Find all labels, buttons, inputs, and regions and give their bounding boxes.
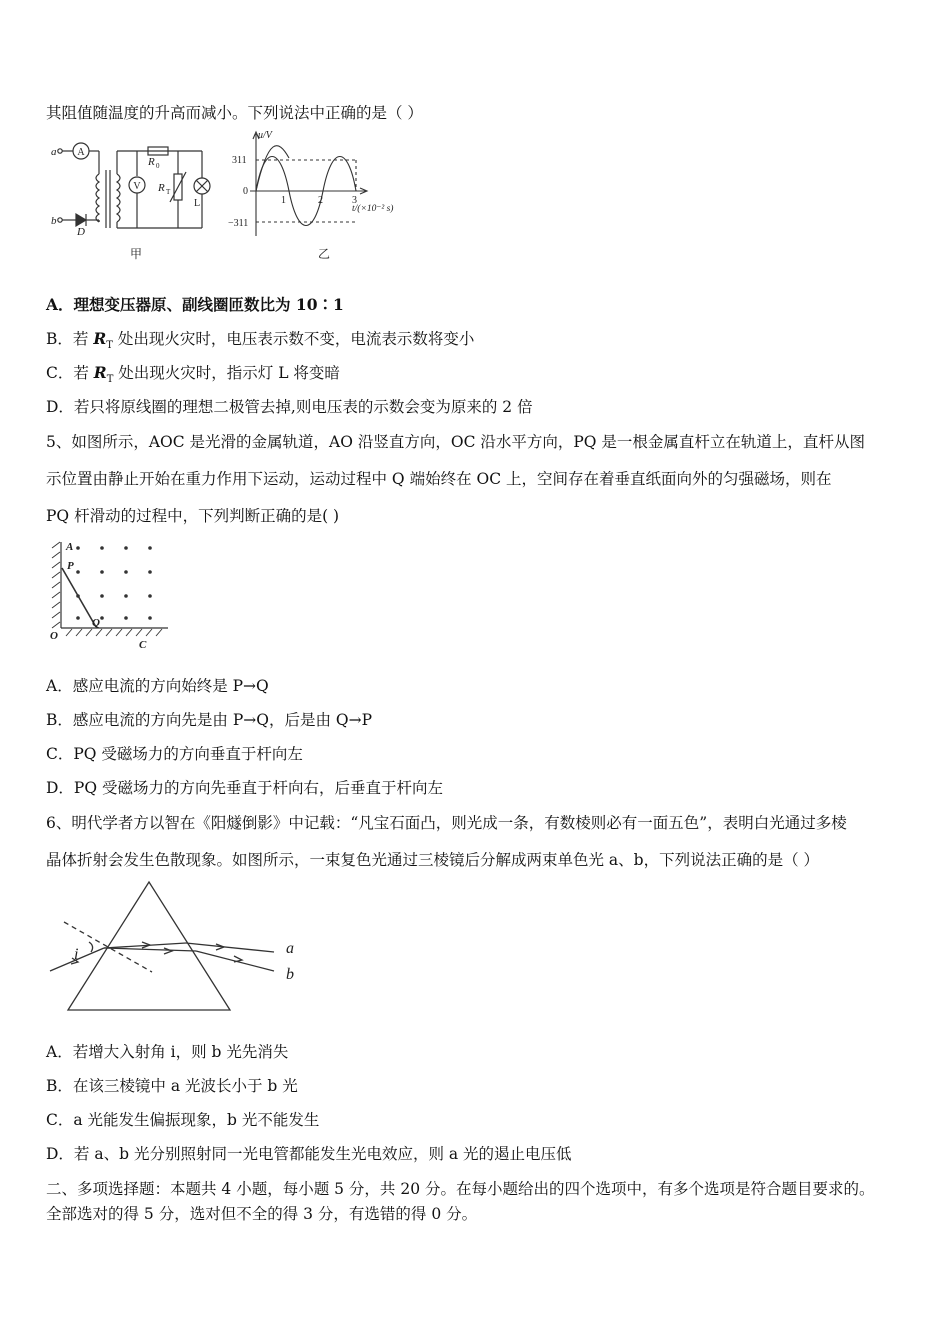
svg-text:T: T (166, 188, 171, 196)
svg-text:a: a (51, 146, 57, 158)
svg-text:−311: −311 (228, 218, 249, 229)
magnetic-field-dots (76, 546, 152, 620)
terminal-a (58, 149, 62, 153)
svg-text:2: 2 (318, 195, 323, 206)
q5-option-d[interactable]: D．PQ 受磁场力的方向先垂直于杆向右，后垂直于杆向左 (46, 779, 443, 797)
svg-text:t/(×10⁻² s): t/(×10⁻² s) (352, 204, 394, 214)
q4-option-a[interactable]: A．理想变压器原、副线圈匝数比为 10∶1 (46, 295, 344, 314)
svg-text:3: 3 (352, 195, 357, 206)
svg-text:b: b (51, 215, 57, 227)
svg-text:R: R (158, 182, 165, 194)
q5-stem-line-3: PQ 杆滑动的过程中，下列判断正确的是( ) (46, 507, 340, 525)
q6-option-b[interactable]: B．在该三棱镜中 a 光波长小于 b 光 (46, 1077, 298, 1095)
svg-text:u/V: u/V (258, 130, 272, 141)
q6-option-c[interactable]: C．a 光能发生偏振现象，b 光不能发生 (46, 1111, 320, 1129)
q6-stem-line-1: 6、明代学者方以智在《阳燧倒影》中记载：“凡宝石面凸，则光成一条，有数棱则必有一面五色”，表明白光通过多棱 (46, 814, 847, 832)
q4-stem-tail: 其阻值随温度的升高而减小。下列说法中正确的是（ ） (46, 104, 423, 122)
svg-text:0: 0 (243, 186, 248, 197)
fig-caption-yi: 乙 (317, 247, 331, 261)
section-2-heading: 二、多项选择题：本题共 4 小题，每小题 5 分，共 20 分。在每小题给出的四个选项中，有多个选项是符合题目要求的。 (46, 1180, 875, 1198)
q4-circuit-figure (50, 134, 220, 264)
primary-coil (96, 174, 99, 222)
secondary-coil (117, 174, 120, 222)
q5-option-b[interactable]: B．感应电流的方向先是由 P→Q，后是由 Q→P (46, 711, 372, 729)
q5-stem-line-2: 示位置由静止开始在重力作用下运动，运动过程中 Q 端始终在 OC 上，空间存在着垂直纸面向外的匀强磁场，则在 (46, 470, 832, 488)
section-2-scoring: 全部选对的得 5 分，选对但不全的得 3 分，有选错的得 0 分。 (46, 1205, 478, 1223)
q6-prism-figure (46, 878, 316, 1018)
svg-text:A: A (77, 147, 85, 158)
q5-stem-line-1: 5、如图所示，AOC 是光滑的金属轨道，AO 沿竖直方向，OC 沿水平方向，PQ 是一根金属直杆立在轨道上，直杆从图 (46, 433, 865, 451)
q5-option-a[interactable]: A．感应电流的方向始终是 P→Q (46, 677, 269, 695)
diode-symbol (76, 214, 86, 226)
refracted-ray-b-inside (104, 948, 196, 951)
svg-text:311: 311 (232, 155, 247, 166)
q4-option-c[interactable]: C．若 $R_T$ 处出现火灾时，指示灯 L 将变暗 (46, 363, 340, 386)
svg-text:A: A (66, 541, 74, 553)
q6-option-a[interactable]: A．若增大入射角 i，则 b 光先消失 (46, 1043, 289, 1061)
svg-text:1: 1 (281, 195, 286, 206)
svg-text:b: b (286, 966, 294, 983)
q6-option-d[interactable]: D．若 a、b 光分别照射同一光电管都能发生光电效应，则 a 光的遏止电压低 (46, 1145, 572, 1163)
svg-text:Q: Q (92, 617, 100, 629)
svg-text:0: 0 (156, 162, 160, 170)
svg-text:C: C (139, 639, 147, 651)
q4-option-b[interactable]: B．若 $R_T$ 处出现火灾时，电压表示数不变，电流表示数将变小 (46, 329, 475, 352)
q5-option-c[interactable]: C．PQ 受磁场力的方向垂直于杆向左 (46, 745, 303, 763)
svg-text:P: P (67, 560, 74, 572)
svg-text:L: L (193, 198, 201, 209)
svg-text:i: i (74, 946, 79, 963)
terminal-b (58, 218, 62, 222)
svg-text:D: D (77, 226, 85, 238)
ray-a (186, 943, 274, 952)
ray-b (196, 951, 274, 971)
svg-text:O: O (50, 630, 58, 642)
fig-caption-jia: 甲 (129, 247, 143, 261)
q5-rod-figure (46, 536, 176, 654)
svg-text:V: V (133, 181, 141, 192)
svg-text:a: a (286, 940, 294, 957)
q6-stem-line-2: 晶体折射会发生色散现象。如图所示，一束复色光通过三棱镜后分解成两束单色光 a、b，下列说法正确的是（ ） (46, 851, 820, 869)
q4-sine-graph (228, 128, 418, 264)
q4-option-d[interactable]: D．若只将原线圈的理想二极管去掉,则电压表的示数会变为原来的 2 倍 (46, 398, 533, 416)
svg-text:R: R (148, 156, 155, 168)
